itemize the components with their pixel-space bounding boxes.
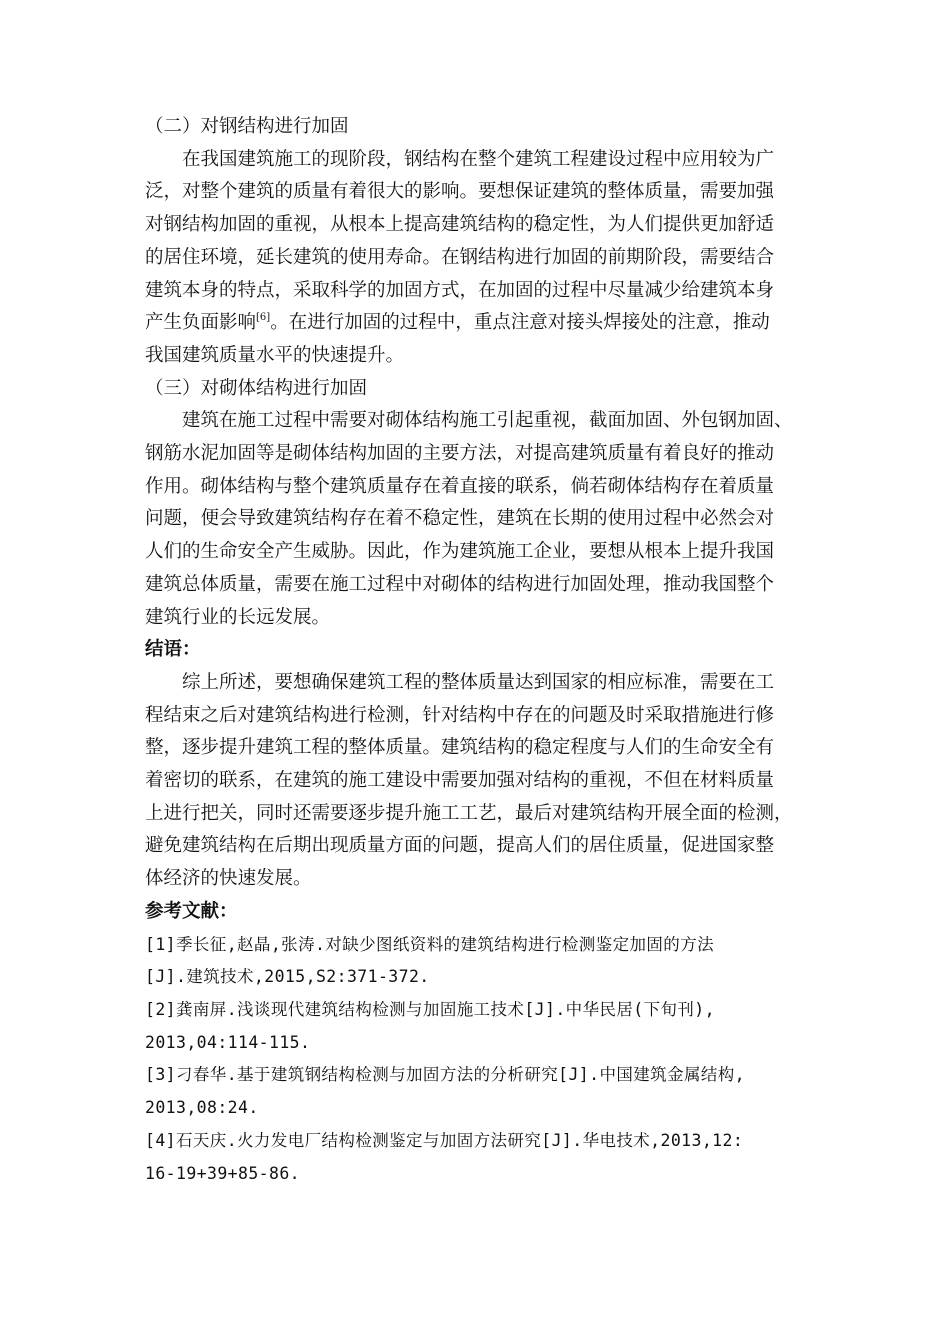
paragraph-line: 体经济的快速发展。 [145,868,312,890]
paragraph-line: 钢筋水泥加固等是砌体结构加固的主要方法，对提高建筑质量有着良好的推动 [145,443,775,465]
section-heading-steel: （二）对钢结构进行加固 [145,116,349,137]
document-page [145,111,809,1190]
paragraph-line: 整，逐步提升建筑工程的整体质量。建筑结构的稳定程度与人们的生命安全有 [145,737,775,759]
reference-line: [4]石天庆.火力发电厂结构检测鉴定与加固方法研究[J].华电技术,2013,12: [145,1130,744,1150]
paragraph-conclusion [145,667,809,896]
paragraph-line: 综上所述，要想确保建筑工程的整体质量达到国家的相应标准，需要在工 [182,671,775,693]
paragraph-line: 人们的生命安全产生威胁。因此，作为建筑施工企业，要想从根本上提升我国 [145,541,775,563]
paragraph-line: 上进行把关，同时还需要逐步提升施工工艺，最后对建筑结构开展全面的检测， [145,802,793,824]
paragraph-line: 问题，便会导致建筑结构存在着不稳定性，建筑在长期的使用过程中必然会对 [145,508,775,530]
paragraph-line: 避免建筑结构在后期出现质量方面的问题，提高人们的居住质量，促进国家整 [145,835,775,857]
paragraph-line: 建筑总体质量，需要在施工过程中对砌体的结构进行加固处理，推动我国整个 [145,573,775,595]
references-list [145,929,809,1191]
reference-line: 16-19+39+85-86. [145,1163,301,1183]
paragraph-line: 着密切的联系，在建筑的施工建设中需要加强对结构的重视，不但在材料质量 [145,770,775,792]
paragraph-line: 建筑本身的特点，采取科学的加固方式，在加固的过程中尽量减少给建筑本身 [145,279,775,301]
paragraph-line [145,307,809,340]
reference-line: [1]季长征,赵晶,张涛.对缺少图纸资料的建筑结构进行检测鉴定加固的方法 [145,934,715,954]
paragraph-text: 产生负面影响 [145,312,257,334]
references-heading: 参考文献： [145,900,238,922]
paragraph-line: 我国建筑质量水平的快速提升。 [145,344,405,366]
paragraph-line: 建筑在施工过程中需要对砌体结构施工引起重视，截面加固、外包钢加固、 [182,410,793,432]
paragraph-line: 泛，对整个建筑的质量有着很大的影响。要想保证建筑的整体质量，需要加强 [145,181,775,203]
reference-line: 2013,08:24. [145,1098,259,1118]
reference-line: [2]龚南屏.浅谈现代建筑结构检测与加固施工技术[J].中华民居(下旬刊), [145,999,715,1019]
reference-line: [J].建筑技术,2015,S2:371-372. [145,967,430,987]
paragraph-line: 的居住环境，延长建筑的使用寿命。在钢结构进行加固的前期阶段，需要结合 [145,246,775,268]
paragraph-line: 作用。砌体结构与整个建筑质量存在着直接的联系，倘若砌体结构存在着质量 [145,475,775,497]
paragraph-line: 程结束之后对建筑结构进行检测，针对结构中存在的问题及时采取措施进行修 [145,704,775,726]
paragraph-masonry [145,405,809,634]
paragraph-line: 在我国建筑施工的现阶段，钢结构在整个建筑工程建设过程中应用较为广 [182,148,775,170]
paragraph-text: 。在进行加固的过程中，重点注意对接头焊接处的注意，推动 [270,312,770,334]
paragraph-line: 建筑行业的长远发展。 [145,606,331,628]
reference-line: [3]刁春华.基于建筑钢结构检测与加固方法的分析研究[J].中国建筑金属结构, [145,1065,746,1085]
paragraph-steel [145,144,809,373]
paragraph-line: 对钢结构加固的重视，从根本上提高建筑结构的稳定性，为人们提供更加舒适 [145,214,775,236]
citation-mark: [6] [256,312,271,324]
reference-line: 2013,04:114-115. [145,1032,311,1052]
section-heading-masonry: （三）对砌体结构进行加固 [145,377,368,399]
conclusion-heading: 结语： [145,639,201,661]
